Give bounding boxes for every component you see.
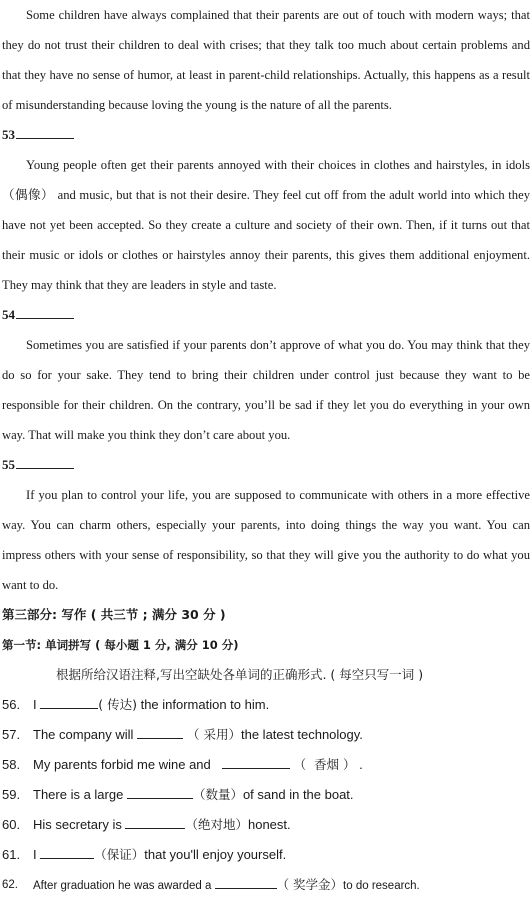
item-hint: （ 奖学金） [276, 877, 344, 892]
answer-blank[interactable] [127, 785, 193, 799]
item-58 [0, 750, 532, 780]
answer-blank[interactable] [16, 306, 74, 319]
passage-paragraph-4 [0, 480, 532, 600]
item-number: 57. [2, 727, 21, 742]
question-number: 53 [2, 127, 15, 142]
passage-paragraph-3 [0, 330, 532, 450]
item-hint: （绝对地） [185, 817, 248, 832]
item-hint: （数量） [192, 787, 243, 802]
item-text-after: . [355, 757, 363, 772]
passage-text: Some children have always complained that their parents are out of touch with modern ways; that they do not trust their children to deal with crises; that they talk too much about certain problems and that they have no sense of humor, at least in parent-child relationships. Actually, this happens as a result of misunderstanding because loving the young is the nature of all the parents. [2, 8, 530, 112]
passage-text: If you plan to control your life, you are supposed to communicate with others in a more effective way. You can charm others, especially your parents, into doing things the way you want. You can impress others with your sense of responsibility, so that they will give you the authority to do what you want to do. [2, 488, 530, 592]
answer-blank[interactable] [40, 845, 94, 859]
item-56 [0, 690, 532, 720]
item-60 [0, 810, 532, 840]
item-text-after: to do research. [343, 880, 420, 892]
item-text-after: that you'll enjoy yourself. [144, 847, 287, 862]
item-hint: （保证） [94, 847, 145, 862]
question-55 [0, 450, 532, 480]
item-62 [0, 870, 532, 900]
passage-text: Sometimes you are satisfied if your parents don’t approve of what you do. You may think that they do so for your sake. They tend to bring their children under control just because they want to be responsible for their children. On the contrary, you’ll be sad if they let you do everything in your own way. That will make you think they don’t care about you. [2, 338, 530, 442]
question-54 [0, 300, 532, 330]
item-59 [0, 780, 532, 810]
instruction-text: 根据所给汉语注释,写出空缺处各单词的正确形式. ( 每空只写一词 ) [56, 667, 424, 682]
item-number: 62. [2, 879, 18, 891]
question-number: 54 [2, 307, 15, 322]
item-text-before: After graduation he was awarded a [33, 880, 215, 892]
item-number: 58. [2, 757, 21, 772]
item-number: 56. [2, 697, 21, 712]
answer-blank[interactable] [16, 126, 74, 139]
item-57 [0, 720, 532, 750]
passage-paragraph-2 [0, 150, 532, 300]
item-text-after: the latest technology. [241, 727, 363, 742]
item-61 [0, 840, 532, 870]
section-title: 第三部分: 写作 ( 共三节 ; 满分 30 分 ) [2, 607, 226, 622]
item-hint: （ 采用） [183, 727, 241, 742]
item-text-before: I [33, 847, 41, 862]
item-text-before: The company will [33, 727, 138, 742]
item-number: 61. [2, 847, 21, 862]
item-text-before: There is a large [33, 787, 127, 802]
answer-blank[interactable] [137, 725, 183, 739]
answer-blank[interactable] [215, 875, 277, 889]
item-text-after: the information to him. [136, 697, 270, 712]
item-text-before: My parents forbid me wine and [33, 757, 222, 772]
item-hint: ( 传达) [98, 697, 137, 712]
answer-blank[interactable] [222, 755, 290, 769]
passage-paragraph-1 [0, 0, 532, 120]
answer-blank[interactable] [40, 695, 98, 709]
passage-text: Young people often get their parents annoyed with their choices in clothes and hairstyles, in idols （偶像） and music, but that is not their desire. They feel cut off from the adult world into which they have not yet been accepted. So they create a culture and society of their own. Then, if it turns out that their music or idols or clothes or hairstyles annoy their parents, this gives them additional enjoyment. They may think that they are leaders in style and taste. [2, 158, 530, 292]
item-text-before: His secretary is [33, 817, 126, 832]
item-text-after: of sand in the boat. [242, 787, 354, 802]
answer-blank[interactable] [16, 456, 74, 469]
subsection-title: 第一节: 单词拼写 ( 每小题 1 分, 满分 10 分) [2, 638, 239, 652]
item-text-before: I [33, 697, 41, 712]
item-number: 60. [2, 817, 21, 832]
item-number: 59. [2, 787, 21, 802]
question-number: 55 [2, 457, 15, 472]
item-hint: （ 香烟 ） [289, 757, 356, 772]
answer-blank[interactable] [125, 815, 185, 829]
item-text-after: honest. [247, 817, 291, 832]
question-53 [0, 120, 532, 150]
